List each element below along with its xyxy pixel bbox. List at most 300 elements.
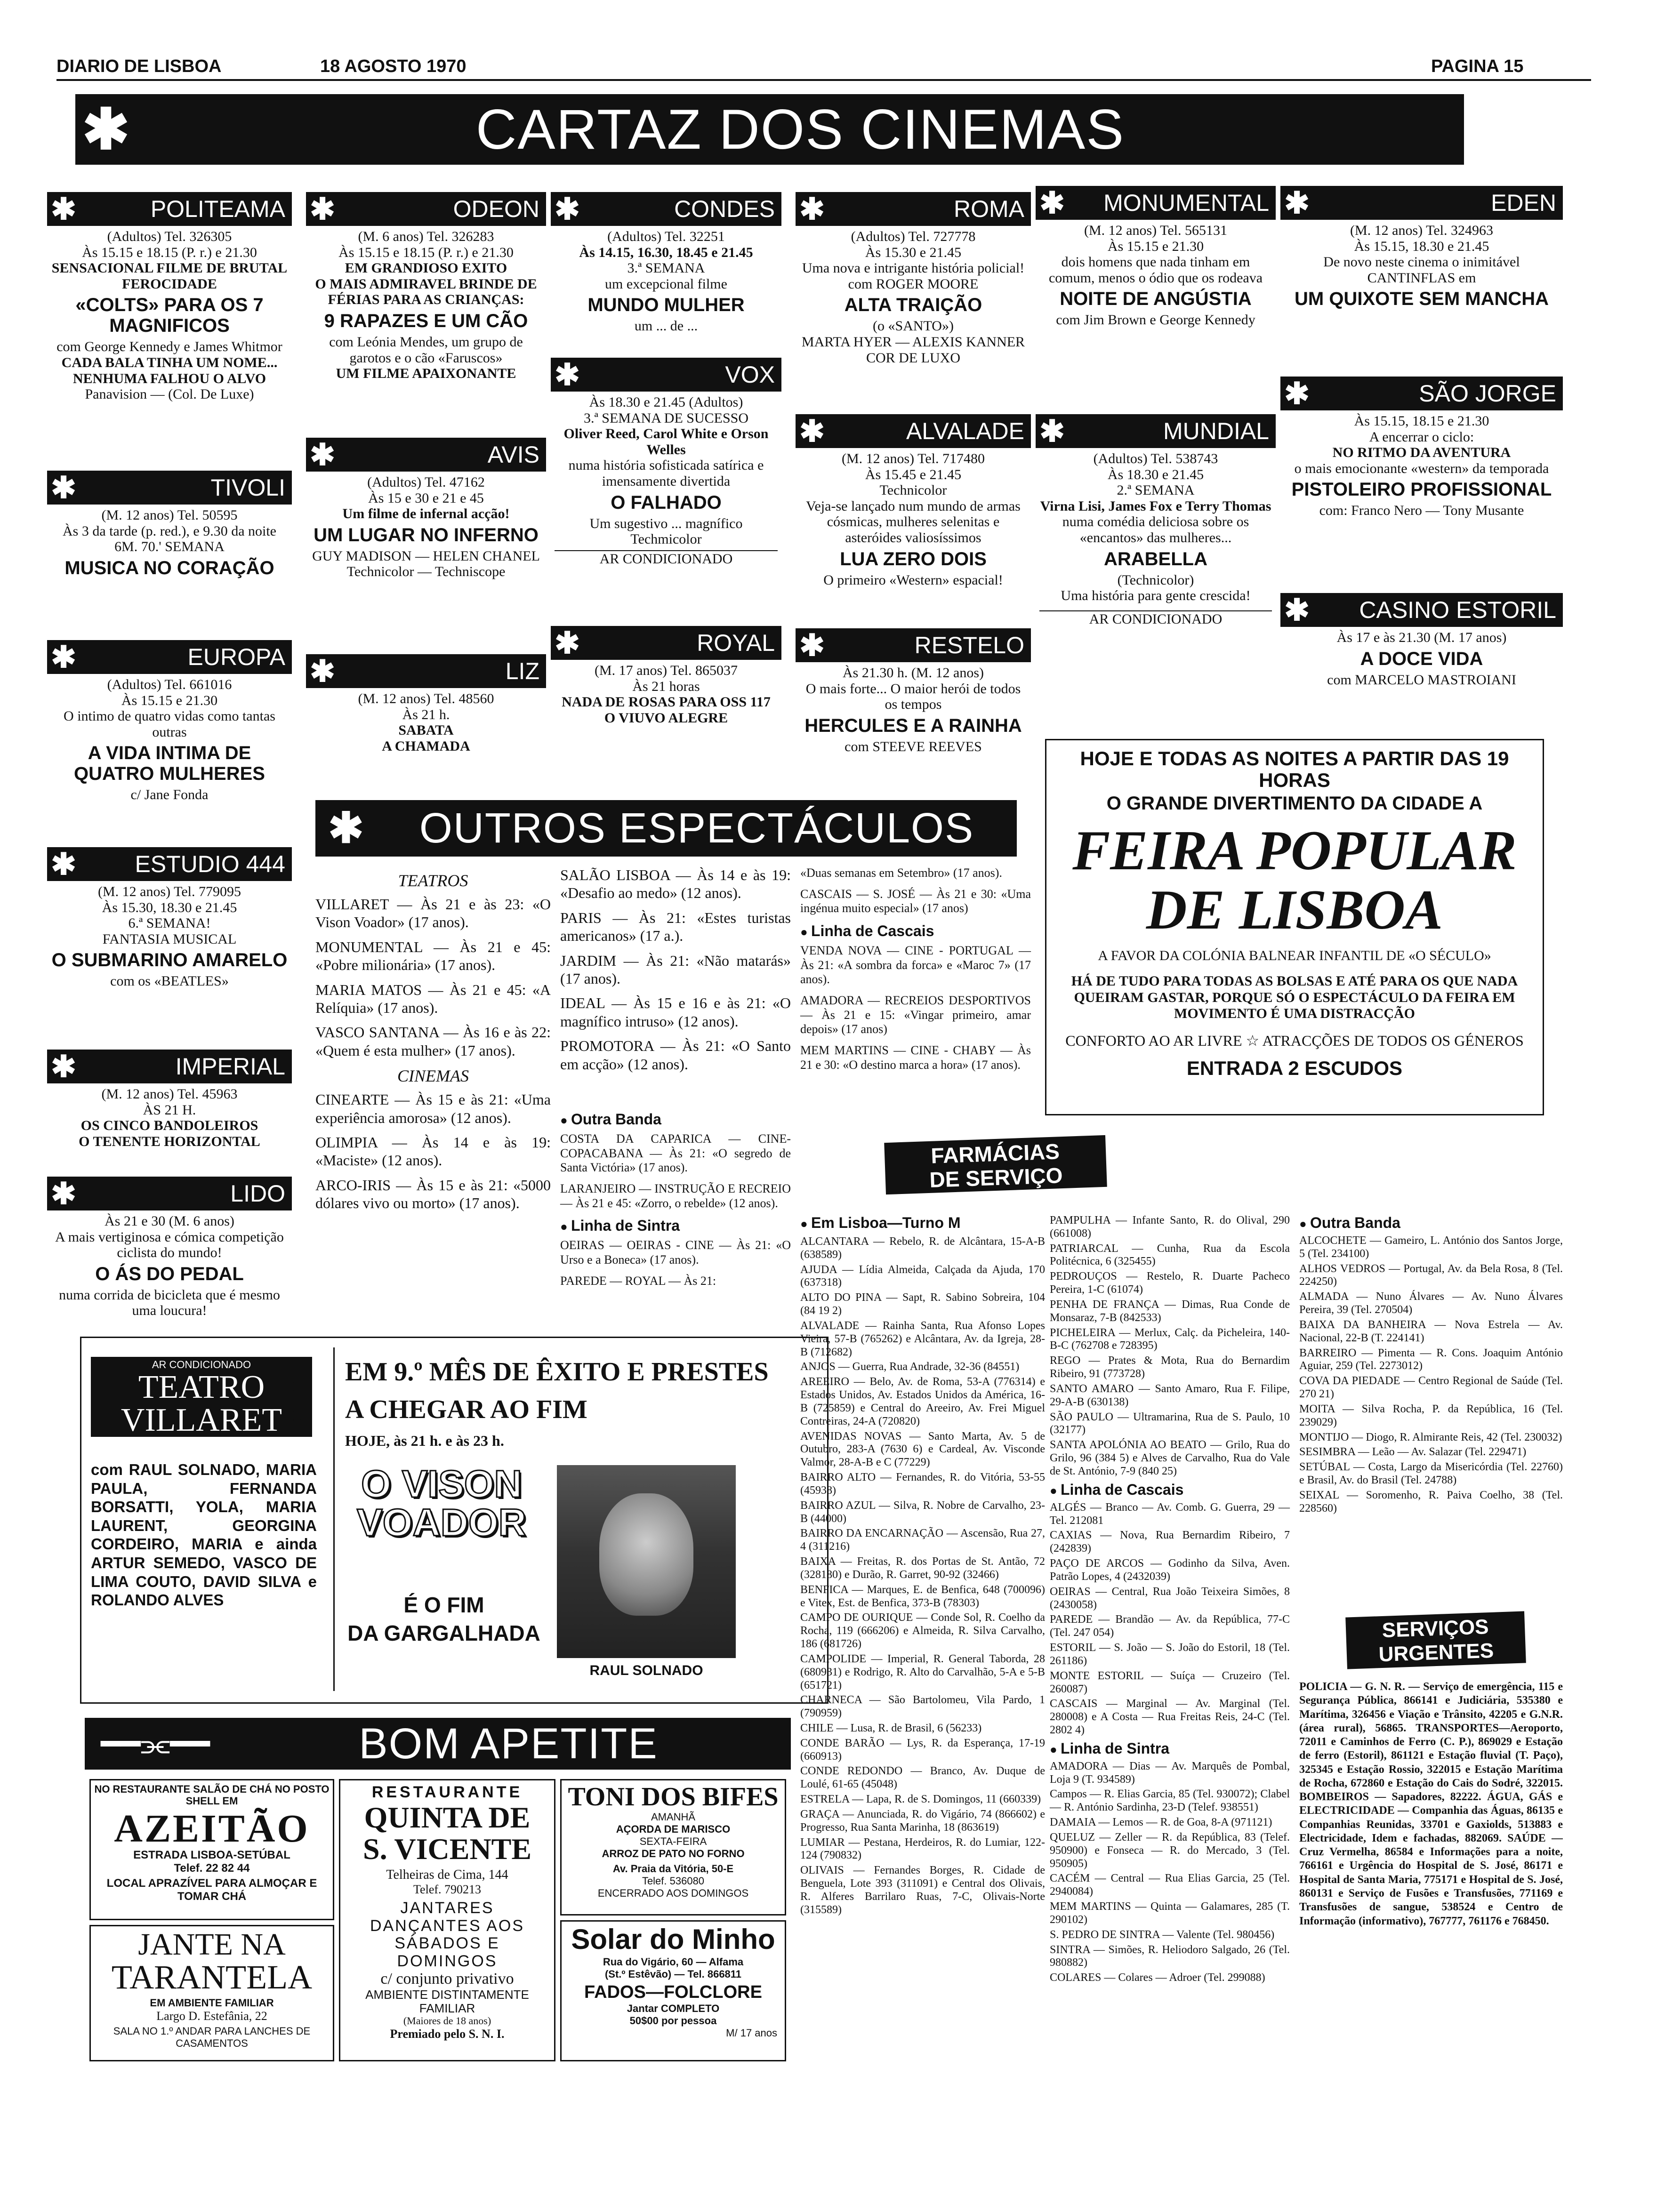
pharmacy-entry: S. PEDRO DE SINTRA — Valente (Tel. 980456) xyxy=(1050,1928,1275,1941)
ad-line: FADOS—FOLCLORE xyxy=(584,1982,762,2002)
ad-line: ENCERRADO AOS DOMINGOS xyxy=(597,1887,749,1899)
asterisk-icon: ✱ xyxy=(555,358,580,392)
info-line: (Adultos) Tel. 32251 xyxy=(607,229,725,244)
pharmacy-entry: Campos — R. Elias Garcia, 85 (Tel. 930072); Clabel — R. António Sardinha, 23-D (Telef. 938551) xyxy=(1050,1788,1290,1814)
pharmacy-entry: BAIRRO AZUL — Silva, R. Nobre de Carvalho, 23-B (44000) xyxy=(800,1499,1045,1525)
info-line: 2.ª SEMANA xyxy=(1117,482,1195,498)
film-title: HERCULES E A RAINHA xyxy=(804,715,1022,736)
asterisk-icon: ✱ xyxy=(328,805,364,852)
info-line: Oliver Reed, Carol White e Orson Welles xyxy=(563,426,769,457)
info-line: COR DE LUXO xyxy=(866,350,960,366)
listing: VASCO SANTANA — Às 16 e às 22: «Quem é esta mulher» (17 anos). xyxy=(315,1024,551,1059)
ad-line: JANTE NA xyxy=(138,1927,286,1962)
info-line: Às 15 e 30 e 21 e 45 xyxy=(368,490,484,506)
pharmacy-entry: OLIVAIS — Fernandes Borges, R. Cidade de Benguela, Lote 393 (311091) e Central dos Olivais, R. Alferes Barrilaro Ruas, 7-C, Olivais-Norte (315589) xyxy=(800,1864,1045,1916)
info-line: Às 15.15, 18.15 e 21.30 xyxy=(1354,413,1489,429)
restaurant-name: TONI DOS BIFES xyxy=(568,1782,779,1811)
pharmacy-entry: MONTIJO — Diogo, R. Almirante Reis, 42 (Tel. 230032) xyxy=(1299,1431,1562,1443)
asterisk-icon: ✱ xyxy=(51,471,76,505)
pharmacy-entry: SEIXAL — Soromenho, R. Paiva Coelho, 38 (Tel. 228560) xyxy=(1299,1489,1563,1515)
info-line: Panavision — (Col. De Luxe) xyxy=(85,386,254,402)
servicos-title: URGENTES xyxy=(1378,1639,1494,1666)
info-line: (M. 17 anos) Tel. 865037 xyxy=(595,663,738,678)
ad-line: Telef. 536080 xyxy=(642,1875,705,1887)
film-title: NADA DE ROSAS PARA OSS 117 xyxy=(562,694,771,710)
pharmacy-entry: CHARNECA — São Bartolomeu, Vila Pardo, 1 (790959) xyxy=(800,1694,1045,1720)
ad-line: RESTAURANTE xyxy=(371,1783,523,1801)
info-line: CADA BALA TINHA UM NOME... xyxy=(61,354,278,370)
ad-line: SALA NO 1.º ANDAR PARA LANCHES DE CASAMENTOS xyxy=(113,2025,311,2049)
info-line: Às 15.15, 18.30 e 21.45 xyxy=(1354,238,1489,254)
info-line: O TENENTE HORIZONTAL xyxy=(79,1133,260,1149)
pharmacy-entry: SANTO AMARO — Santo Amaro, Rua F. Filipe, 29-A-B (630138) xyxy=(1050,1382,1290,1408)
asterisk-icon: ✱ xyxy=(310,654,335,688)
header-rule xyxy=(56,79,1591,81)
pharmacy-entry: REGO — Prates & Mota, Rua do Bernardim Ribeiro, 91 (773728) xyxy=(1050,1354,1290,1380)
cinema-name: SÃO JORGE xyxy=(1419,380,1556,407)
pharmacy-entry: CACÉM — Central — Rua Elias Garcia, 25 (Tel. 2940084) xyxy=(1050,1872,1290,1898)
servicos-heading xyxy=(1345,1611,1526,1669)
info-line: numa comédia deliciosa sobre os «encantos» das mulheres... xyxy=(1062,514,1249,545)
pharmacy-entry: PATRIARCAL — Cunha, Rua da Escola Politécnica, 6 (325455) xyxy=(1050,1242,1290,1268)
film-title: UM LUGAR NO INFERNO xyxy=(314,524,539,545)
cinema-liz xyxy=(306,654,546,777)
info-line: Technicolor xyxy=(879,482,947,498)
farmacias-heading xyxy=(884,1135,1107,1194)
info-line: (Adultos) Tel. 661016 xyxy=(107,677,232,692)
fork-knife-icon: ━━⫘━━ xyxy=(101,1725,210,1762)
bom-apetite-banner xyxy=(85,1718,791,1770)
cinema-name: ODEON xyxy=(453,196,539,222)
listing: SALÃO LISBOA — Às 14 e às 19: «Desafio ao medo» (12 anos). xyxy=(560,866,791,902)
film-title: LUA ZERO DOIS xyxy=(840,548,987,569)
cinema-condes xyxy=(551,192,781,352)
pharmacy-entry: COLARES — Colares — Adroer (Tel. 299088) xyxy=(1050,1972,1265,1984)
info-line: Um sugestivo ... magnífico xyxy=(589,515,743,531)
age-rating: (ADULTOS) xyxy=(290,1366,303,1427)
cinema-monumental xyxy=(1036,186,1276,398)
cinema-name: MUNDIAL xyxy=(1163,418,1269,444)
info-line: dois homens que nada tinham em comum, menos o ódio que os rodeava xyxy=(1048,254,1263,286)
ad-line: c/ conjunto privativo xyxy=(380,1970,514,1988)
cinema-name: POLITEAMA xyxy=(150,196,285,222)
pharmacy-entry: PEDROUÇOS — Restelo, R. Duarte Pacheco Pereira, 1-C (61074) xyxy=(1050,1270,1290,1296)
section-heading: TEATROS xyxy=(398,871,468,890)
info-line: Virna Lisi, James Fox e Terry Thomas xyxy=(1040,498,1271,514)
photo-face xyxy=(599,1493,693,1616)
pharmacy-entry: BAIXA — Freitas, R. dos Portas de St. Antão, 72 (328180) e Durão, R. Garret, 90-92 (32466) xyxy=(800,1555,1045,1581)
info-line: 6.ª SEMANA! xyxy=(128,915,211,931)
pharmacy-entry: ALCOCHETE — Gameiro, L. António dos Santos Jorge, 5 (Tel. 234100) xyxy=(1299,1234,1563,1260)
info-line: Às 21.30 h. (M. 12 anos) xyxy=(843,665,984,681)
asterisk-icon: ✱ xyxy=(1039,186,1065,220)
film-title: O SUBMARINO AMARELO xyxy=(51,950,288,971)
show-title: VOADOR xyxy=(357,1501,526,1544)
info-line: (M. 12 anos) Tel. 48560 xyxy=(358,691,494,706)
pharmacy-entry: PAREDE — Brandão — Av. da República, 77-C (Tel. 247 054) xyxy=(1050,1613,1290,1639)
actor-photo xyxy=(557,1465,736,1658)
cinema-eden xyxy=(1280,186,1563,369)
outros-column-2b xyxy=(560,1111,791,1308)
info-line: c/ Jane Fonda xyxy=(130,787,209,803)
ad-tagline: É O FIM xyxy=(403,1593,484,1617)
info-line: A mais vertiginosa e cómica competição ciclista do mundo! xyxy=(55,1229,284,1261)
outros-column-3 xyxy=(800,866,1031,1120)
info-line: Uma nova e intrigante história policial! xyxy=(802,260,1025,276)
cinema-estudio xyxy=(47,847,292,1045)
cast-list: com RAUL SOLNADO, MARIA PAULA, FERNANDA BORSATTI, YOLA, MARIA LAURENT, GEORGINA CORDEIRO, MARIA e ainda ARTUR SEMEDO, VASCO DE LIMA COUTO, DAVID SILVA e ROLANDO ALVES xyxy=(91,1461,317,1609)
pharmacy-entry: AJUDA — Lídia Almeida, Calçada da Ajuda, 170 (637318) xyxy=(800,1263,1045,1289)
pharmacy-entry: BAIRRO ALTO — Fernandes, R. do Vitória, 53-55 (45938) xyxy=(800,1471,1045,1497)
film-title: A DOCE VIDA xyxy=(1360,648,1483,669)
ad-line: (Maiores de 18 anos) xyxy=(403,2015,491,2027)
pharmacy-entry: ESTORIL — S. João — S. João do Estoril, 18 (Tel. 261186) xyxy=(1050,1642,1290,1667)
azeitao-ad xyxy=(89,1779,334,1920)
vison-voador-logo xyxy=(345,1465,538,1564)
info-line: numa corrida de bicicleta que é mesmo uma loucura! xyxy=(59,1287,280,1319)
show-times: HOJE, às 21 h. e às 23 h. xyxy=(345,1432,504,1449)
ad-line: LOCAL APRAZÍVEL PARA ALMOÇAR E TOMAR CHÁ xyxy=(106,1876,317,1903)
film-title: MUSICA NO CORAÇÃO xyxy=(64,557,274,578)
info-line: O intimo de quatro vidas como tantas outras xyxy=(64,708,275,740)
pharmacy-entry: SINTRA — Simões, R. Heliodoro Salgado, 26 (Tel. 980882) xyxy=(1050,1943,1290,1969)
info-line: A CHAMADA xyxy=(382,738,470,754)
info-line: Às 15.30 e 21.45 xyxy=(865,244,962,260)
toni-ad xyxy=(560,1779,786,1915)
feira-line: O GRANDE DIVERTIMENTO DA CIDADE A xyxy=(1106,793,1483,814)
pharmacy-entry: ALVALADE — Rainha Santa, Rua Afonso Lopes Vieira, 57-B (765262) e Alcântara, Av. da Igreja, 28-B (712682) xyxy=(800,1319,1045,1358)
pharmacy-entry: ALHOS VEDROS — Portugal, Av. da Bela Rosa, 8 (Tel. 224250) xyxy=(1299,1262,1563,1288)
cinema-royal xyxy=(551,626,781,767)
info-line: O mais forte... O maior herói de todos os tempos xyxy=(805,681,1021,713)
listing: VILLARET — Às 21 e às 23: «O Vison Voador» (17 anos). xyxy=(315,896,551,931)
header-page: PAGINA 15 xyxy=(1431,56,1524,76)
listing: OEIRAS — OEIRAS - CINE — Às 21: «O Urso e a Boneca» (17 anos). xyxy=(560,1238,791,1267)
pharmacy-entry: CAMPO DE OURIQUE — Conde Sol, R. Coelho da Rocha, 119 (666206) e Almeida, R. Silva Carvalho, 186 (681726) xyxy=(800,1611,1045,1651)
pharmacy-entry: SÃO PAULO — Ultramarina, Rua de S. Paulo, 10 (32177) xyxy=(1050,1411,1290,1436)
listing: COSTA DA CAPARICA — CINE-COPACABANA — Às 21: «O segredo de Santa Victória» (17 anos). xyxy=(560,1132,791,1175)
show-title: O VISON xyxy=(361,1463,522,1506)
feira-line: HÁ DE TUDO PARA TODAS AS BOLSAS E ATÉ PARA OS QUE NADA QUEIRAM GASTAR, PORQUE SÓ O ESPECTÁCULO DA FEIRA EM MOVIMENTO É UMA DISTRACÇÃO xyxy=(1071,973,1518,1022)
cinema-name: LIDO xyxy=(230,1180,285,1207)
restaurant-name: S. VICENTE xyxy=(362,1832,532,1866)
pharmacy-entry: CAMPOLIDE — Imperial, R. General Taborda, 28 (680931) e Rodrigo, R. Alto do Carvalhão, 5-A e 5-B (651721) xyxy=(800,1652,1045,1691)
farmacias-lisboa xyxy=(800,1214,1045,1967)
pharmacy-entry: PICHELEIRA — Merlux, Calç. da Picheleira, 140-B-C (762708 e 728395) xyxy=(1050,1326,1290,1352)
film-title: «COLTS» PARA OS 7 MAGNIFICOS xyxy=(75,295,264,337)
film-title: A VIDA INTIMA DE QUATRO MULHERES xyxy=(74,743,265,785)
info-line: o mais emocionante «western» da temporada xyxy=(1294,460,1549,476)
tarantela-ad xyxy=(89,1925,334,2061)
cinema-odeon xyxy=(306,192,546,437)
ad-line: M/ 17 anos xyxy=(726,2027,777,2039)
info-line: (M. 6 anos) Tel. 326283 xyxy=(358,229,494,244)
cartaz-title: CARTAZ DOS CINEMAS xyxy=(475,98,1125,161)
pharmacy-entry: AVENIDAS NOVAS — Santo Marta, Av. 5 de Outubro, 283-A (7630 6) e Cardeal, Av. Visconde Valmor, 28-A-B e C (77229) xyxy=(800,1430,1045,1469)
cinema-name: IMPERIAL xyxy=(175,1053,285,1080)
cinema-name: CONDES xyxy=(674,196,775,222)
pharmacy-entry: PAÇO DE ARCOS — Godinho da Silva, Aven. Patrão Lopes, 4 (2432039) xyxy=(1050,1557,1290,1583)
theatre-name: VILLARET xyxy=(121,1402,282,1438)
farmacias-title: FARMÁCIAS xyxy=(930,1139,1060,1168)
info-line: com MARCELO MASTROIANI xyxy=(1327,672,1516,688)
header-left: DIARIO DE LISBOA xyxy=(56,56,222,76)
info-line: Às 14.15, 16.30, 18.45 e 21.45 xyxy=(579,244,753,260)
info-line: (M. 12 anos) Tel. 779095 xyxy=(98,884,241,899)
film-title: OS CINCO BANDOLEIROS xyxy=(80,1118,258,1134)
cinema-name: CASINO ESTORIL xyxy=(1359,597,1556,623)
cinema-name: MONUMENTAL xyxy=(1103,190,1269,216)
ad-line: Premiado pelo S. N. I. xyxy=(390,2027,505,2041)
ad-line: EM AMBIENTE FAMILIAR xyxy=(150,1997,274,2009)
section-heading: CINEMAS xyxy=(397,1066,469,1086)
info-line: com Jim Brown e George Kennedy xyxy=(1056,312,1255,328)
info-line: (Adultos) Tel. 538743 xyxy=(1093,451,1218,466)
farmacias-title: DE SERVIÇO xyxy=(929,1162,1063,1192)
info-line: 3.ª SEMANA DE SUCESSO xyxy=(583,410,748,426)
film-title: UM QUIXOTE SEM MANCHA xyxy=(1295,289,1549,310)
restaurant-name: TARANTELA xyxy=(111,1958,313,1996)
info-line: Techmicolor xyxy=(630,531,702,547)
ad-tagline: DA GARGALHADA xyxy=(347,1621,540,1645)
ad-line: Telheiras de Cima, 144 xyxy=(386,1867,508,1883)
restaurant-name: AZEITÃO xyxy=(114,1806,310,1851)
film-title: O ÁS DO PEDAL xyxy=(95,1263,244,1284)
outros-title: OUTROS ESPECTÁCULOS xyxy=(419,805,974,852)
photo-caption: RAUL SOLNADO xyxy=(589,1663,703,1678)
pharmacy-entry: ANJOS — Guerra, Rua Andrade, 32-36 (84551) xyxy=(800,1361,1020,1373)
info-line: com: Franco Nero — Tony Musante xyxy=(1319,503,1524,519)
info-line: Às 15.15 e 18.15 (P. r.) e 21.30 xyxy=(338,244,514,260)
info-line: (Adultos) Tel. 727778 xyxy=(851,229,976,244)
ad-line: SEXTA-FEIRA xyxy=(639,1835,707,1847)
pharmacy-entry: GRAÇA — Anunciada, R. do Vigário, 74 (866602) e Progresso, Rua Santa Marinha, 18 (863619) xyxy=(800,1808,1045,1834)
film-title: O VIUVO ALEGRE xyxy=(604,710,728,726)
asterisk-icon: ✱ xyxy=(1284,186,1310,220)
solar-ad xyxy=(560,1920,786,2061)
film-title: O FALHADO xyxy=(611,492,722,513)
asterisk-icon: ✱ xyxy=(310,438,335,472)
section-heading: ● Linha de Sintra xyxy=(1050,1740,1290,1757)
pharmacy-entry: ALCANTARA — Rebelo, R. de Alcântara, 15-A-B (638589) xyxy=(800,1235,1045,1261)
teatros-column xyxy=(315,866,551,1304)
listing: MONUMENTAL — Às 21 e 45: «Pobre milionária» (17 anos). xyxy=(315,938,551,974)
ad-headline: A CHEGAR AO FIM xyxy=(345,1395,587,1424)
info-line: (Adultos) Tel. 47162 xyxy=(367,474,485,490)
outros-banner xyxy=(315,800,1017,857)
asterisk-icon: ✱ xyxy=(799,192,825,226)
cinema-name: EUROPA xyxy=(187,644,285,670)
info-line: Às 15.15 e 21.30 xyxy=(121,692,218,708)
ad-line: AMBIENTE DISTINTAMENTE FAMILIAR xyxy=(365,1987,529,2015)
ad-line: AMANHÃ xyxy=(651,1811,696,1823)
asterisk-icon: ✱ xyxy=(555,192,580,226)
pharmacy-entry: OEIRAS — Central, Rua João Teixeira Simões, 8 (2430058) xyxy=(1050,1585,1290,1611)
feira-title: FEIRA POPULAR xyxy=(1072,819,1517,882)
info-line: (M. 12 anos) Tel. 717480 xyxy=(842,451,985,466)
info-line: (Technicolor) xyxy=(1117,572,1194,588)
film-title: ALTA TRAIÇÃO xyxy=(844,295,982,316)
ad-line: 50$00 por pessoa xyxy=(629,2015,717,2027)
info-line: com os «BEATLES» xyxy=(110,973,229,989)
asterisk-icon: ✱ xyxy=(1284,593,1310,627)
asterisk-icon: ✱ xyxy=(799,628,825,662)
pharmacy-entry: MONTE ESTORIL — Suíça — Cruzeiro (Tel. 260087) xyxy=(1050,1669,1290,1695)
info-line: MARTA HYER — ALEXIS KANNER xyxy=(801,334,1025,350)
asterisk-icon: ✱ xyxy=(51,847,76,881)
section-heading: ● Linha de Cascais xyxy=(1050,1481,1290,1499)
ad-headline: EM 9.º MÊS DE ÊXITO E PRESTES xyxy=(345,1357,769,1387)
section-heading: ● Em Lisboa—Turno M xyxy=(800,1214,1045,1232)
section-heading: ● Linha de Sintra xyxy=(560,1217,791,1234)
header-date: 18 AGOSTO 1970 xyxy=(320,56,467,76)
cinema-name: VOX xyxy=(725,361,775,388)
info-line: com Leónia Mendes, um grupo de garotos e o cão «Faruscos» xyxy=(329,334,523,366)
info-line: Às 17 e às 21.30 (M. 17 anos) xyxy=(1336,630,1507,645)
asterisk-icon: ✱ xyxy=(51,1050,76,1083)
pharmacy-entry: BAIRRO DA ENCARNAÇÃO — Ascensão, Rua 27, 4 (311216) xyxy=(800,1527,1045,1553)
film-title: 9 RAPAZES E UM CÃO xyxy=(324,310,528,331)
pharmacy-entry: SANTA APOLÓNIA AO BEATO — Grilo, Rua do Grilo, 96 (384 5) e Alves de Carvalho, Rua do Vale de St. António, 7-9 (840 25) xyxy=(1050,1439,1290,1477)
listing: PARIS — Às 21: «Estes turistas americanos» (17 a.). xyxy=(560,909,791,945)
film-title: SABATA xyxy=(398,722,454,738)
info-line: numa história sofisticada satírica e imensamente divertida xyxy=(568,457,764,489)
cinema-estoril xyxy=(1280,593,1563,706)
ad-line: AÇORDA DE MARISCO xyxy=(616,1823,731,1835)
pharmacy-entry: MEM MARTINS — Quinta — Galamares, 285 (T. 290102) xyxy=(1050,1900,1290,1926)
servicos-title: SERVIÇOS xyxy=(1382,1615,1489,1642)
ad-line: (St.º Estêvão) — Tel. 866811 xyxy=(604,1968,742,1980)
restaurant-name: QUINTA DE xyxy=(364,1801,531,1834)
ad-line: Telef. 790213 xyxy=(413,1883,482,1897)
asterisk-icon: ✱ xyxy=(1284,377,1310,410)
cinema-imperial xyxy=(47,1050,292,1172)
info-line: Technicolor — Techniscope xyxy=(346,564,506,580)
cinema-roma xyxy=(796,192,1031,409)
pharmacy-entry: CONDE BARÃO — Lys, R. da Esperança, 17-19 (660913) xyxy=(800,1737,1045,1763)
cinema-mundial xyxy=(1036,414,1276,706)
listing: CASCAIS — S. JOSÉ — Às 21 e 30: «Uma ingénua muito especial» (17 anos) xyxy=(800,887,1031,915)
info-line: Às 15.15 e 21.30 xyxy=(1107,238,1204,254)
info-line: (M. 12 anos) Tel. 50595 xyxy=(101,507,238,523)
info-line: Às 15.15 e 18.15 (P. r.) e 21.30 xyxy=(82,244,257,260)
asterisk-icon: ✱ xyxy=(310,192,335,226)
cinema-lido xyxy=(47,1177,292,1337)
ad-line: Telef. 22 82 44 xyxy=(174,1861,250,1875)
info-line: 3.ª SEMANA xyxy=(627,260,705,276)
info-line: Às 18.30 e 21.45 xyxy=(1107,466,1204,482)
feira-popular-ad xyxy=(1045,739,1544,1115)
info-line: Às 21 h. xyxy=(402,706,450,722)
cinema-europa xyxy=(47,640,292,838)
cinema-name: EDEN xyxy=(1491,190,1556,216)
cinema-vox xyxy=(551,358,781,621)
pharmacy-entry: DAMAIA — Lemos — R. de Goa, 8-A (971121) xyxy=(1050,1816,1272,1829)
air-conditioned-label: AR CONDICIONADO xyxy=(152,1359,251,1370)
info-line: De novo neste cinema o inimitável CANTINFLAS em xyxy=(1323,254,1520,286)
cinema-politeama xyxy=(47,192,292,446)
info-line: (M. 12 anos) Tel. 45963 xyxy=(101,1086,238,1102)
listing: MARIA MATOS — Às 21 e 45: «A Relíquia» (17 anos). xyxy=(315,981,551,1016)
pharmacy-entry: AREEIRO — Belo, Av. de Roma, 53-A (776314) e Estados Unidos, Av. Estados Unidos da América, 16-B (725859) e Central do Areeiro, Av. Frei Miguel Contreiras, 24-A (720820) xyxy=(800,1376,1045,1427)
pharmacy-entry: BAIXA DA BANHEIRA — Nova Estrela — Av. Nacional, 22-B (T. 224141) xyxy=(1299,1318,1563,1344)
info-line: AR CONDICIONADO xyxy=(555,550,778,567)
pharmacy-entry: LUMIAR — Pestana, Herdeiros, R. do Lumiar, 122-124 (790832) xyxy=(800,1836,1045,1862)
ad-line: Av. Praia da Vitória, 50-E xyxy=(612,1862,734,1875)
info-line: (Adultos) Tel. 326305 xyxy=(107,229,232,244)
listing: PROMOTORA — Às 21: «O Santo em acção» (12 anos). xyxy=(560,1037,791,1073)
cinema-name: ESTUDIO 444 xyxy=(135,851,285,877)
listing: MEM MARTINS — CINE - CHABY — Às 21 e 30: «O destino marca a hora» (17 anos). xyxy=(800,1043,1031,1072)
pharmacy-entry: SETÚBAL — Costa, Largo da Misericórdia (Tel. 22760) e Brasil, Av. do Brasil (Tel. 24788) xyxy=(1299,1461,1563,1487)
info-line: 6M. 70.' SEMANA xyxy=(114,539,225,555)
quinta-ad xyxy=(339,1779,555,2061)
cinema-alvalade xyxy=(796,414,1031,626)
ad-line: Largo D. Estefânia, 22 xyxy=(156,2009,267,2023)
cartaz-banner xyxy=(75,94,1464,165)
asterisk-icon: ✱ xyxy=(799,414,825,448)
divider xyxy=(333,1347,335,1691)
info-line: A encerrar o ciclo: xyxy=(1369,429,1474,445)
cinema-tivoli xyxy=(47,471,292,626)
section-heading: ● Outra Banda xyxy=(560,1111,791,1128)
pharmacy-entry: CAXIAS — Nova, Rua Bernardim Ribeiro, 7 (242839) xyxy=(1050,1529,1290,1555)
asterisk-icon: ✱ xyxy=(1039,414,1065,448)
info-line: Às 21 horas xyxy=(632,678,700,694)
info-line: O primeiro «Western» espacial! xyxy=(823,572,1003,588)
info-line: com George Kennedy e James Whitmor xyxy=(56,339,282,355)
info-line: O MAIS ADMIRAVEL BRINDE DE FÉRIAS PARA AS CRIANÇAS: xyxy=(315,276,537,308)
feira-line: ENTRADA 2 ESCUDOS xyxy=(1186,1057,1403,1079)
info-line: Às 18.30 e 21.45 (Adultos) xyxy=(589,394,743,410)
cinema-name: RESTELO xyxy=(914,632,1024,658)
cinema-name: TIVOLI xyxy=(210,474,285,501)
info-line: (o «SANTO») xyxy=(873,318,954,334)
info-line: EM GRANDIOSO EXITO xyxy=(345,260,507,276)
cinema-saojorge xyxy=(1280,377,1563,574)
info-line: UM FILME APAIXONANTE xyxy=(336,366,516,382)
farmacias-col2 xyxy=(1050,1214,1290,1984)
cinema-avis xyxy=(306,438,546,645)
pharmacy-entry: BENFICA — Marques, E. de Benfica, 648 (700096) e Vitex, Est. de Benfica, 373-B (78303) xyxy=(800,1583,1045,1609)
servicos-text: POLICIA — G. N. R. — Serviço de emergência, 115 e Segurança Pública, 866141 e Judiciária, 535380 e Marítima, 326456 e Viação e Trânsito, 42205 e G.N.R. (área rural), 56865. TRANSPORTES—Aeroporto, 72011 e Caminhos de Ferro (C. P.), 869029 e Estação de ferro (Estoril), 861121 e Estação fluvial (T. Paço), 325345 e Estação Rossio, 322015 e Estação Marítima de Rocha, 672860 e Estação do Cais do Sodré, 322015. BOMBEIROS — Sapadores, 82222. ÁGUA, GÁS e ELECTRICIDADE — Companhia das Águas, 86135 e Companhias Reunidas, 33701 e Gaxiolds, 513883 e Electricidade, Idem e fachadas, 882069. SAÚDE — Cruz Vermelha, 86584 e Informações para a noite, 766161 e Urgência do Hospital de S. José, 86171 e Hospital de Santa Maria, 775171 e Hospital de S. José, 860131 e Serviço de Fusões e Transfusões, 771169 e Transfusões de sangue, 538524 e Centro de Informação (informativo), 767777, 761176 e 768450. xyxy=(1299,1681,1563,1927)
section-heading: ● Linha de Cascais xyxy=(800,922,1031,940)
cinema-restelo xyxy=(796,628,1031,769)
info-line: Veja-se lançado num mundo de armas cósmicas, mulheres selenitas e asteróides valiosíssimos xyxy=(806,498,1021,545)
info-line: Às 15.45 e 21.45 xyxy=(865,466,962,482)
pharmacy-entry: CONDE REDONDO — Branco, Av. Duque de Loulé, 61-65 (45048) xyxy=(800,1765,1045,1791)
cinema-name: ALVALADE xyxy=(906,418,1024,444)
pharmacy-entry: SESIMBRA — Leão — Av. Salazar (Tel. 229471) xyxy=(1299,1446,1527,1459)
pharmacy-entry: COVA DA PIEDADE — Centro Regional de Saúde (Tel. 270 21) xyxy=(1299,1375,1563,1401)
cinema-name: LIZ xyxy=(505,658,539,684)
bom-apetite-title: BOM APETITE xyxy=(359,1720,658,1768)
pharmacy-entry: MOITA — Silva Rocha, P. da República, 16 (Tel. 239029) xyxy=(1299,1403,1563,1428)
listing: CINEARTE — Às 15 e às 21: «Uma experiência amorosa» (12 anos). xyxy=(315,1091,551,1126)
listing: AMADORA — RECREIOS DESPORTIVOS — Às 21 e 15: «Vingar primeiro, amar depois» (17 anos) xyxy=(800,994,1031,1036)
info-line: um ... de ... xyxy=(634,318,698,334)
ad-line: JANTARES DANÇANTES AOS SÁBADOS E DOMINGOS xyxy=(370,1899,525,1970)
cinema-name: AVIS xyxy=(487,441,539,468)
info-line: NO RITMO DA AVENTURA xyxy=(1332,445,1511,461)
listing: PAREDE — ROYAL — Às 21: xyxy=(560,1274,716,1288)
listing: VENDA NOVA — CINE - PORTUGAL — Às 21: «A sombra da forca» e «Maroc 7» (17 anos). xyxy=(800,944,1031,986)
info-line: com STEEVE REEVES xyxy=(845,738,982,754)
villaret-ad xyxy=(80,1337,828,1704)
ad-line: ESTRADA LISBOA-SETÚBAL xyxy=(133,1848,290,1861)
info-line: com ROGER MOORE xyxy=(848,276,979,292)
asterisk-icon: ✱ xyxy=(51,640,76,674)
